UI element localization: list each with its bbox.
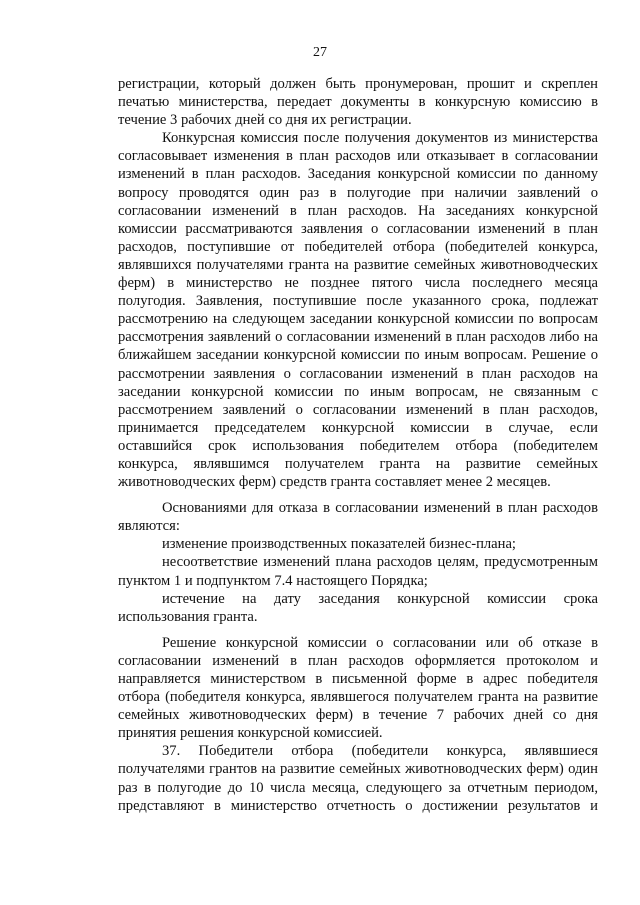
document-body: [118, 75, 598, 815]
paragraph-commission-decision: Решение конкурсной комиссии о согласовании или об отказе в согласовании изменений в план расходов оформляется протоколом и направляется министерством в письменной форме в адрес победителя отбора (победителя конкурса, являвшегося получателем гранта на развитие семейных животноводческих ферм) в течение 7 рабочих дней со дня принятия решения конкурсной комиссией.: [118, 634, 598, 742]
paragraph-item-37: 37. Победители отбора (победители конкурса, являвшиеся получателями грантов на развитие семейных животноводческих ферм) один раз в полугодие до 10 числа месяца, следующего за отчетным периодом, представляют в министерство отчетность о достижении результатов и: [118, 743, 598, 814]
list-item-purpose-mismatch: несоответствие изменений плана расходов целям, предусмотренным пунктом 1 и подпунктом 7.4 настоящего Порядка;: [118, 554, 598, 589]
paragraph-commission-review: Конкурсная комиссия после получения документов из министерства согласовывает изменения в план расходов или отказывает в согласовании изменений в план расходов. Заседания конкурсной комиссии по данному вопросу проводятся один раз в полугодие при наличии заявлений о согласовании изменений в план расходов. На заседаниях конкурсной комиссии рассматриваются заявления о согласовании изменений в план расходов, поступившие от победителей отбора (победителей конкурса, являвшихся получателями гранта на развитие семейных животноводческих ферм) в министерство не позднее пятого числа последнего месяца полугодия. Заявления, поступившие после указанного срока, подлежат рассмотрению на следующем заседании конкурсной комиссии по вопросам рассмотрения заявлений о согласовании изменений в план расходов либо на ближайшем заседании конкурсной комиссии по иным вопросам. Решение о рассмотрении заявления о согласовании изменений в план расходов на заседании конкурсной комиссии по иным вопросам, не связанным с рассмотрением заявлений о согласовании изменений в план расходов, принимается председателем конкурсной комиссии в случае, если оставшийся срок использования победителем отбора (победителем конкурса, являвшимся получателем гранта на развитие семейных животноводческих ферм) средств гранта составляет менее 2 месяцев.: [118, 130, 598, 491]
page-number: 27: [313, 45, 327, 60]
paragraph-registration-continuation: регистрации, который должен быть пронумерован, прошит и скреплен печатью министерства, передает документы в конкурсную комиссию в течение 3 рабочих дней со дня их регистрации.: [118, 76, 598, 129]
list-item-production-indicators: изменение производственных показателей бизнес-плана;: [162, 536, 516, 553]
list-item-grant-term-expiry: истечение на дату заседания конкурсной комиссии срока использования гранта.: [118, 590, 598, 625]
paragraph-refusal-grounds-intro: Основаниями для отказа в согласовании изменений в план расходов являются:: [118, 500, 598, 535]
